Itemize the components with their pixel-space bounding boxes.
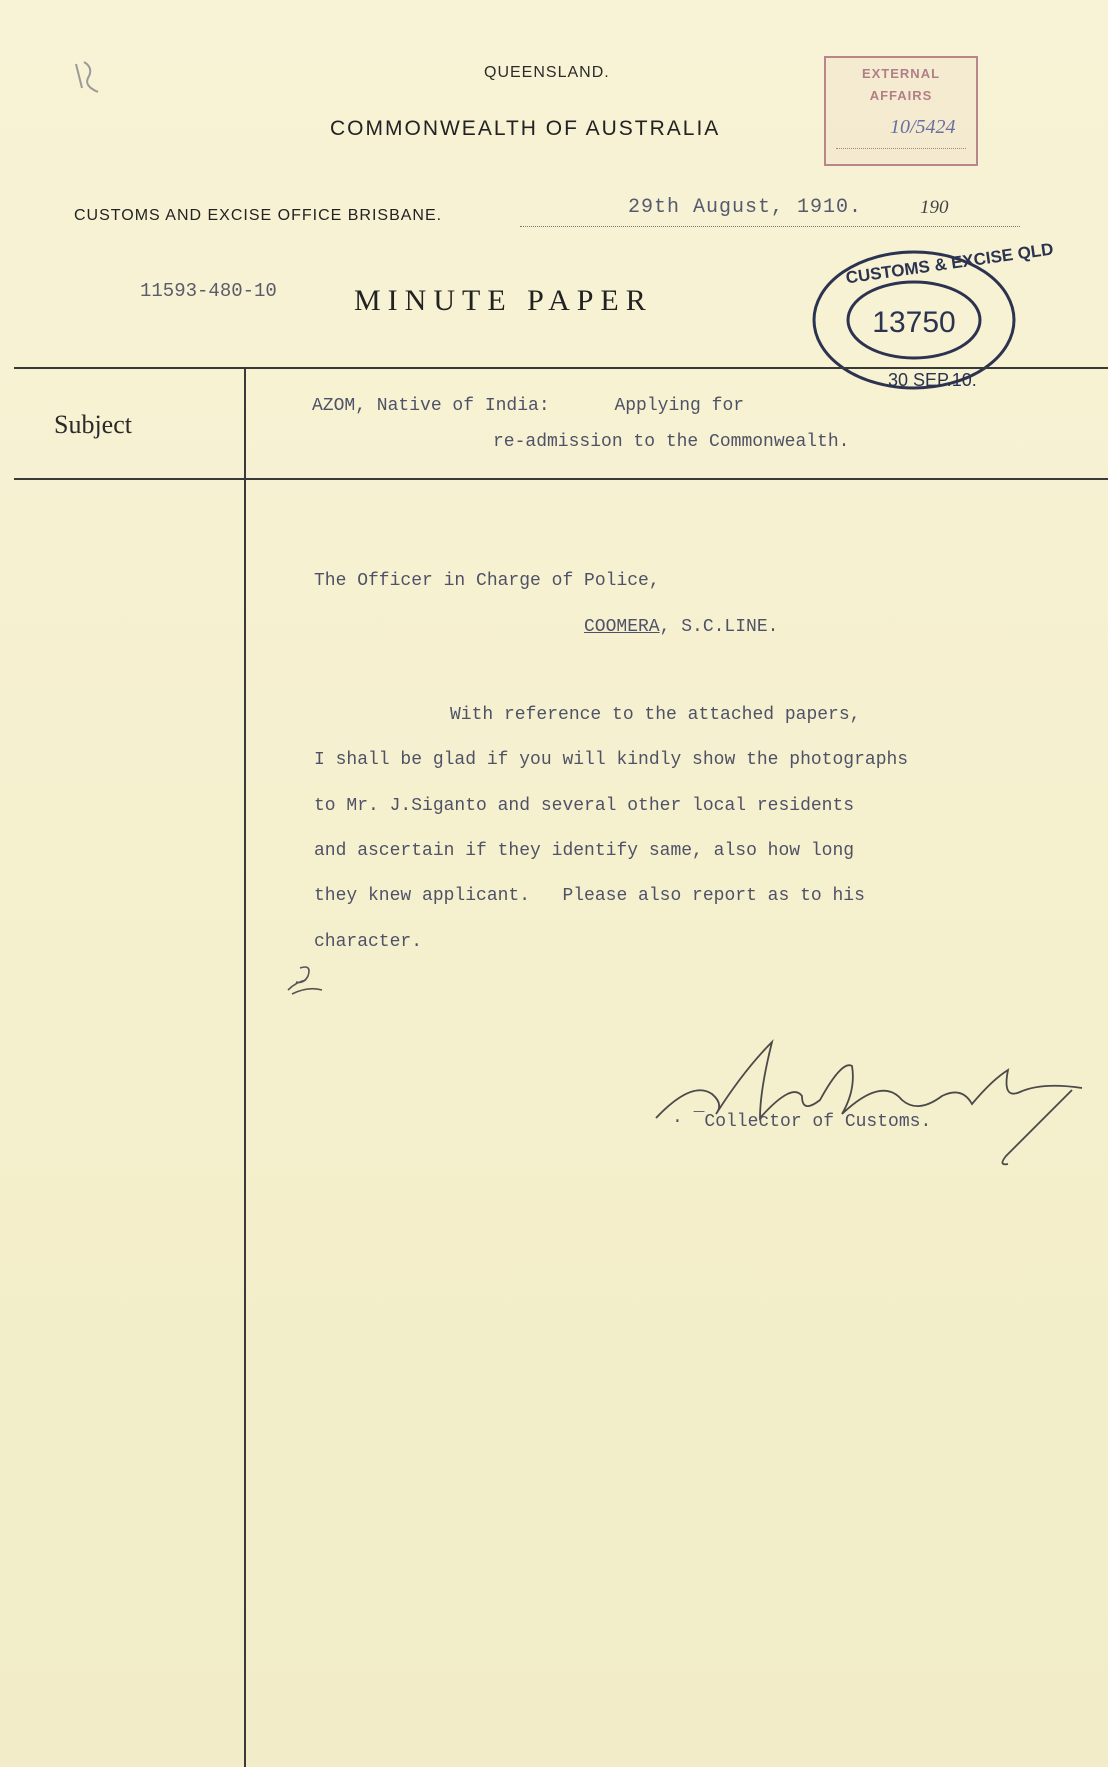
letter-date: 29th August, 1910. bbox=[628, 196, 863, 219]
stamp-number: 13750 bbox=[872, 306, 956, 339]
stamp-line-1: EXTERNAL bbox=[861, 66, 941, 81]
addressee: The Officer in Charge of Police, bbox=[314, 571, 660, 591]
stamp-ring-text: CUSTOMS & EXCISE QLD bbox=[844, 239, 1055, 288]
place-suffix: , S.C.LINE. bbox=[659, 617, 779, 637]
stamp-date: 30 SEP.10. bbox=[888, 370, 977, 390]
initials-mark-icon bbox=[282, 960, 332, 1005]
subject-line-1: AZOM, Native of India: Applying for bbox=[312, 396, 745, 416]
body-line-4: and ascertain if they identify same, also how long bbox=[314, 841, 855, 861]
date-rule bbox=[520, 226, 1020, 227]
subject-label: Subject bbox=[54, 410, 132, 439]
printed-year: 190 bbox=[920, 197, 949, 218]
pencil-mark-icon bbox=[72, 58, 112, 106]
form-title: MINUTE PAPER bbox=[354, 284, 653, 317]
stamp-file-number: 10/5424 bbox=[890, 116, 956, 138]
stamp-line-2: AFFAIRS bbox=[869, 88, 933, 103]
body-line-5: they knew applicant. Please also report as to his bbox=[314, 886, 865, 906]
body-line-6: character. bbox=[314, 932, 423, 952]
stamp-rule bbox=[836, 148, 966, 149]
body-line-3: to Mr. J.Siganto and several other local residents bbox=[314, 796, 855, 816]
body-line-2: I shall be glad if you will kindly show the photographs bbox=[314, 750, 909, 770]
collector-signature-icon bbox=[652, 1030, 1092, 1175]
office-line: CUSTOMS AND EXCISE OFFICE BRISBANE. bbox=[74, 207, 443, 224]
state-heading: QUEENSLAND. bbox=[484, 64, 610, 81]
place-name: COOMERA bbox=[584, 617, 660, 637]
commonwealth-heading: COMMONWEALTH OF AUSTRALIA bbox=[330, 117, 721, 140]
subject-line-2: re-admission to the Commonwealth. bbox=[493, 432, 850, 452]
signatory-title bbox=[672, 1112, 931, 1132]
reference-number: 11593-480-10 bbox=[140, 280, 277, 302]
title-text: Collector of Customs. bbox=[704, 1112, 932, 1132]
customs-received-stamp bbox=[806, 239, 1055, 399]
subject-bottom-rule bbox=[14, 478, 1108, 480]
external-affairs-stamp bbox=[824, 56, 978, 166]
title-dash: · ¯ bbox=[672, 1112, 705, 1132]
address-place bbox=[584, 617, 778, 637]
margin-rule bbox=[244, 368, 246, 1767]
body-line-1: With reference to the attached papers, bbox=[450, 705, 861, 725]
subject-top-rule bbox=[14, 367, 1108, 369]
